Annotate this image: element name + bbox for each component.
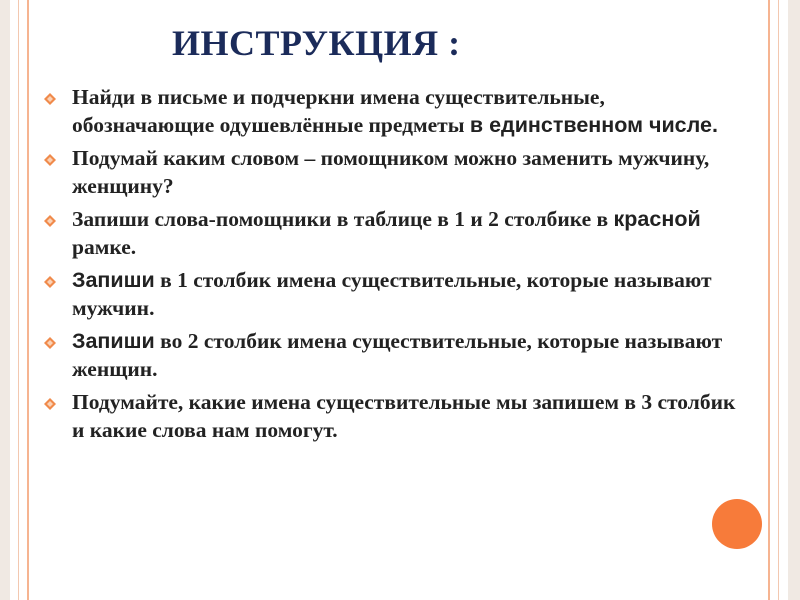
left-border-line	[18, 0, 19, 600]
diamond-bullet-icon	[44, 398, 56, 410]
left-border-band	[0, 0, 10, 600]
diamond-bullet-icon	[44, 154, 56, 166]
instruction-text: Найди в письме и подчеркни имена существительные, обозначающие одушевлённые предметы	[72, 85, 605, 137]
instruction-text: Запиши	[72, 268, 155, 292]
instruction-item	[42, 389, 742, 444]
diamond-bullet-icon	[44, 276, 56, 288]
right-border-line-accent	[768, 0, 770, 600]
instruction-text: красной	[613, 207, 701, 231]
diamond-bullet-icon	[44, 93, 56, 105]
instruction-item	[42, 206, 742, 261]
instruction-text: в единственном числе.	[469, 112, 718, 137]
diamond-bullet-icon	[44, 337, 56, 349]
instruction-text: Подумайте, какие имена существительные мы запишем в 3 столбик и какие слова нам помогут.	[72, 390, 736, 442]
instruction-text: во 2 столбик имена существительные, которые называют женщин.	[72, 329, 723, 381]
instruction-item	[42, 267, 742, 322]
instruction-text: рамке.	[72, 234, 137, 259]
diamond-bullet-icon	[44, 215, 56, 227]
instruction-item	[42, 84, 742, 139]
orange-circle-icon	[712, 499, 762, 549]
instruction-item	[42, 328, 742, 383]
instruction-list	[42, 84, 742, 450]
instruction-text: в 1 столбик имена существительные, которые называют мужчин.	[72, 268, 712, 320]
instruction-text: Подумай каким словом – помощником можно заменить мужчину, женщину?	[72, 146, 710, 198]
left-border-line-accent	[27, 0, 29, 600]
right-border-line	[778, 0, 779, 600]
right-border-band	[788, 0, 800, 600]
slide-title: ИНСТРУКЦИЯ :	[172, 23, 461, 63]
instruction-text: Запиши	[72, 329, 155, 353]
instruction-item	[42, 145, 742, 200]
instruction-text: Запиши слова-помощники в таблице в 1 и 2 столбике в	[72, 207, 614, 231]
